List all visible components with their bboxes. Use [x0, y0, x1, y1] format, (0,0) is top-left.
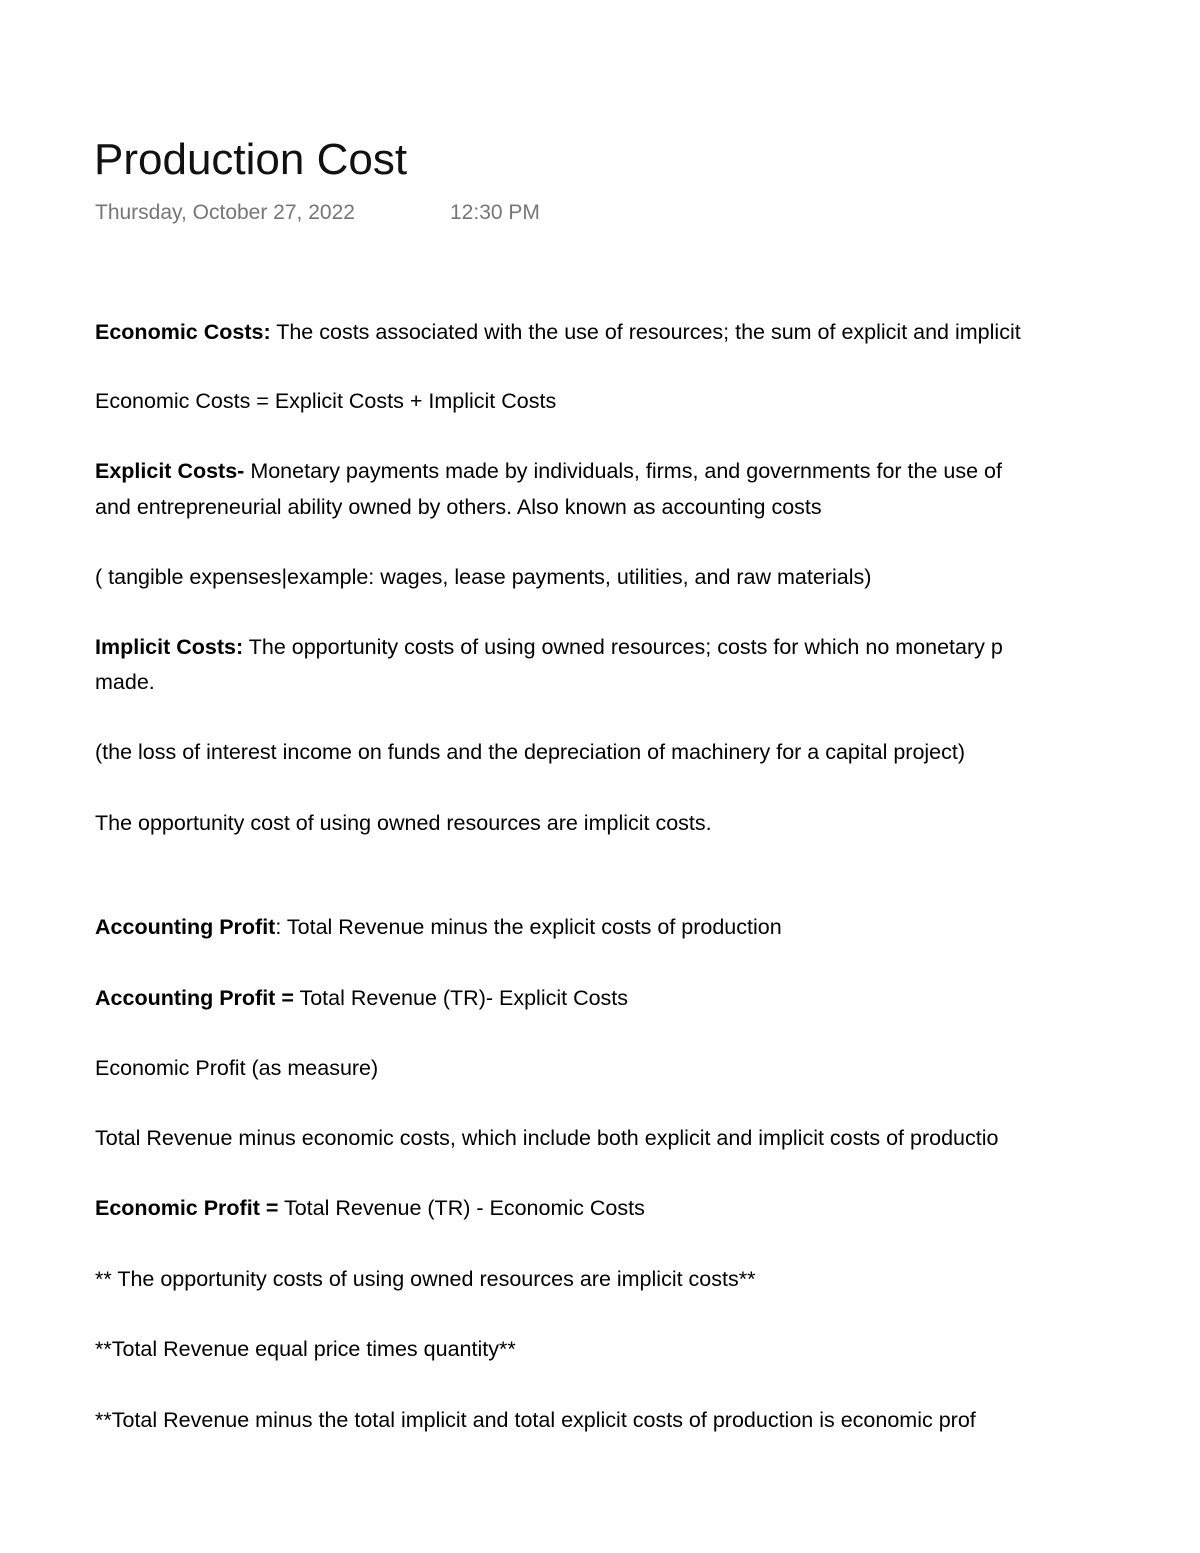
- line-text: The opportunity costs of using owned resources; costs for which no monetary p: [243, 635, 1003, 659]
- note-line: [95, 1406, 976, 1434]
- bold-term: Economic Profit =: [95, 1196, 279, 1220]
- note-line: [95, 563, 871, 591]
- note-line: [95, 984, 628, 1012]
- note-line: [95, 1265, 755, 1293]
- line-text: Economic Profit (as measure): [95, 1056, 379, 1080]
- page-time: 12:30 PM: [450, 201, 540, 224]
- line-text: **Total Revenue minus the total implicit and total explicit costs of production is economic prof: [95, 1408, 976, 1432]
- note-line: [95, 318, 1021, 346]
- note-line: [95, 633, 1003, 661]
- line-text: Monetary payments made by individuals, firms, and governments for the use of: [244, 459, 1002, 483]
- note-line: [95, 457, 1002, 485]
- bold-term: Accounting Profit =: [95, 986, 294, 1010]
- line-text: Total Revenue (TR)- Explicit Costs: [293, 986, 629, 1010]
- note-line: [95, 809, 712, 837]
- line-text: **Total Revenue equal price times quantity**: [95, 1337, 516, 1361]
- line-text: The costs associated with the use of resources; the sum of explicit and implicit: [270, 320, 1021, 344]
- note-line: [95, 913, 782, 941]
- note-line: [95, 1124, 998, 1152]
- line-text: Total Revenue minus economic costs, which include both explicit and implicit costs of productio: [95, 1126, 999, 1150]
- note-line: [95, 1335, 516, 1363]
- bold-term: Explicit Costs-: [95, 459, 245, 483]
- line-text: and entrepreneurial ability owned by others. Also known as accounting costs: [95, 495, 822, 519]
- line-text: made.: [95, 670, 155, 694]
- bold-term: Accounting Profit: [95, 915, 276, 939]
- line-text: Total Revenue (TR) - Economic Costs: [278, 1196, 645, 1220]
- line-text: (the loss of interest income on funds and the depreciation of machinery for a capital project): [95, 740, 966, 764]
- bold-term: Implicit Costs:: [95, 635, 244, 659]
- page-date: Thursday, October 27, 2022: [95, 201, 355, 224]
- page-title: Production Cost: [94, 135, 408, 184]
- line-text: ** The opportunity costs of using owned resources are implicit costs**: [95, 1267, 756, 1291]
- line-text: ( tangible expenses|example: wages, lease payments, utilities, and raw materials): [95, 565, 872, 589]
- line-text: Economic Costs = Explicit Costs + Implicit Costs: [95, 389, 557, 413]
- note-line: [95, 668, 155, 696]
- note-line: [95, 493, 822, 521]
- note-line: [95, 387, 556, 415]
- line-text: The opportunity cost of using owned resources are implicit costs.: [95, 811, 712, 835]
- bold-term: Economic Costs:: [95, 320, 271, 344]
- line-text: : Total Revenue minus the explicit costs of production: [275, 915, 782, 939]
- note-line: [95, 1194, 645, 1222]
- note-line: [95, 1054, 378, 1082]
- note-line: [95, 738, 965, 766]
- page-timestamp: [95, 199, 540, 227]
